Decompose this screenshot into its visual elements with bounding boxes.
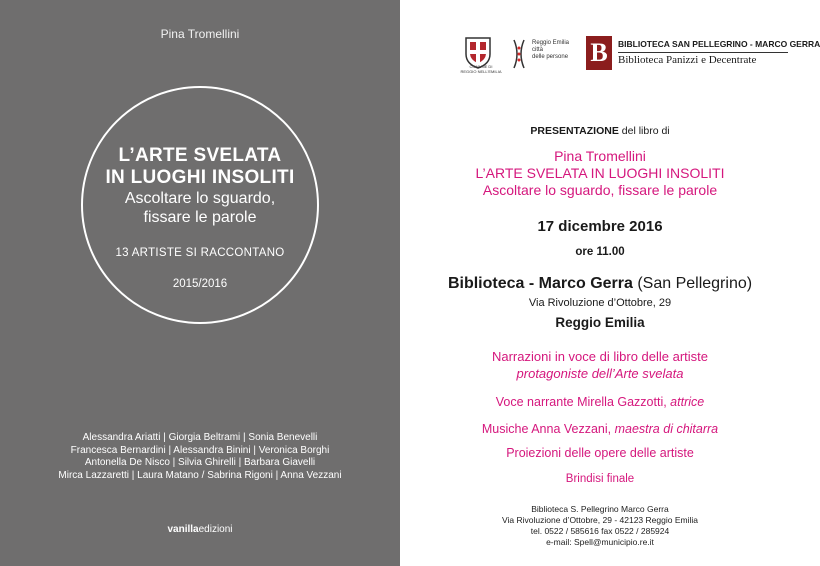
book-info-block — [400, 148, 800, 199]
cover-artists-count: 13 ARTISTE SI RACCONTANO — [115, 247, 285, 259]
event-address: Via Rivoluzione d’Ottobre, 29 — [528, 297, 672, 309]
voice-role: attrice — [670, 395, 705, 409]
event-city: Reggio Emilia — [555, 315, 645, 330]
biblioteca-logo-line-2: Biblioteca Panizzi e Decentrate — [618, 54, 757, 66]
program-narrations — [400, 348, 800, 382]
crest-caption-line-2: REGGIO NELL'EMILIA — [460, 69, 502, 74]
venue-area: (San Pellegrino) — [632, 275, 753, 292]
narrations-line-2: protagoniste dell’Arte svelata — [516, 366, 684, 381]
reggio-emilia-logo-text — [532, 40, 569, 61]
artist-line: Francesca Bernardini | Alessandra Binini | Veronica Borghi — [70, 444, 330, 456]
narrations-line-1: Narrazioni in voce di libro delle artiste — [491, 349, 709, 364]
program-projections: Proiezioni delle opere delle artiste — [506, 446, 694, 460]
footer-line: Biblioteca S. Pellegrino Marco Gerra — [531, 504, 669, 514]
contact-footer — [400, 504, 800, 548]
book-title: L’ARTE SVELATA IN LUOGHI INSOLITI — [475, 165, 725, 181]
presentation-rest: del libro di — [618, 125, 670, 137]
re-logo-line-2: città — [532, 47, 544, 53]
artist-line: Alessandra Ariatti | Giorgia Beltrami | Sonia Benevelli — [82, 432, 318, 443]
biblioteca-b-icon: B — [586, 36, 612, 70]
biblioteca-logo-line-1: BIBLIOTECA SAN PELLEGRINO - MARCO GERRA — [618, 39, 788, 53]
crest-caption-line-1: COMUNE DI — [469, 64, 493, 69]
cover-subtitle-line-1: Ascoltare lo sguardo, — [124, 190, 276, 207]
re-logo-line-1: Reggio Emilia — [532, 40, 570, 46]
presentation-bold: PRESENTAZIONE — [530, 125, 619, 137]
book-author: Pina Tromellini — [554, 148, 646, 164]
event-venue — [400, 275, 800, 293]
footer-line: Via Rivoluzione d’Ottobre, 29 - 42123 Reggio Emilia — [502, 515, 698, 525]
cover-author: Pina Tromellini — [160, 27, 240, 41]
publisher-name-bold: vanilla — [167, 524, 199, 535]
voice-name: Voce narrante Mirella Gazzotti, — [495, 395, 671, 409]
book-cover-panel — [0, 0, 400, 566]
cover-artist-list — [0, 432, 400, 482]
program-voice — [400, 395, 800, 409]
logo-bar — [458, 34, 820, 74]
crest-caption — [458, 64, 504, 74]
footer-line: tel. 0522 / 585616 fax 0522 / 285924 — [530, 526, 670, 536]
publisher-logo — [0, 524, 400, 535]
program-brindisi: Brindisi finale — [565, 473, 635, 485]
cover-season: 2015/2016 — [172, 278, 228, 290]
artist-line: Mirca Lazzaretti | Laura Matano / Sabrina Rigoni | Anna Vezzani — [58, 469, 342, 481]
cover-title-block — [81, 145, 319, 290]
venue-name: Biblioteca - Marco Gerra — [447, 275, 633, 292]
cover-title-line-2: IN LUOGHI INSOLITI — [105, 167, 295, 188]
publisher-name-thin: edizioni — [198, 524, 233, 535]
book-subtitle: Ascoltare lo sguardo, fissare le parole — [482, 182, 718, 198]
presentation-heading — [400, 125, 800, 137]
cover-title-line-1: L’ARTE SVELATA — [118, 145, 282, 166]
event-date: 17 dicembre 2016 — [537, 218, 663, 235]
artist-line: Antonella De Nisco | Silvia Ghirelli | Barbara Giavelli — [84, 457, 316, 468]
re-logo-line-3: delle persone — [532, 54, 569, 60]
cover-subtitle-line-2: fissare le parole — [143, 209, 257, 226]
footer-email[interactable]: e-mail: Spell@municipio.re.it — [546, 537, 654, 547]
program-music — [400, 422, 800, 436]
music-name: Musiche Anna Vezzani, — [481, 422, 615, 436]
music-role: maestra di chitarra — [614, 422, 719, 436]
invitation-panel — [400, 0, 820, 566]
event-time: ore 11.00 — [575, 246, 625, 258]
